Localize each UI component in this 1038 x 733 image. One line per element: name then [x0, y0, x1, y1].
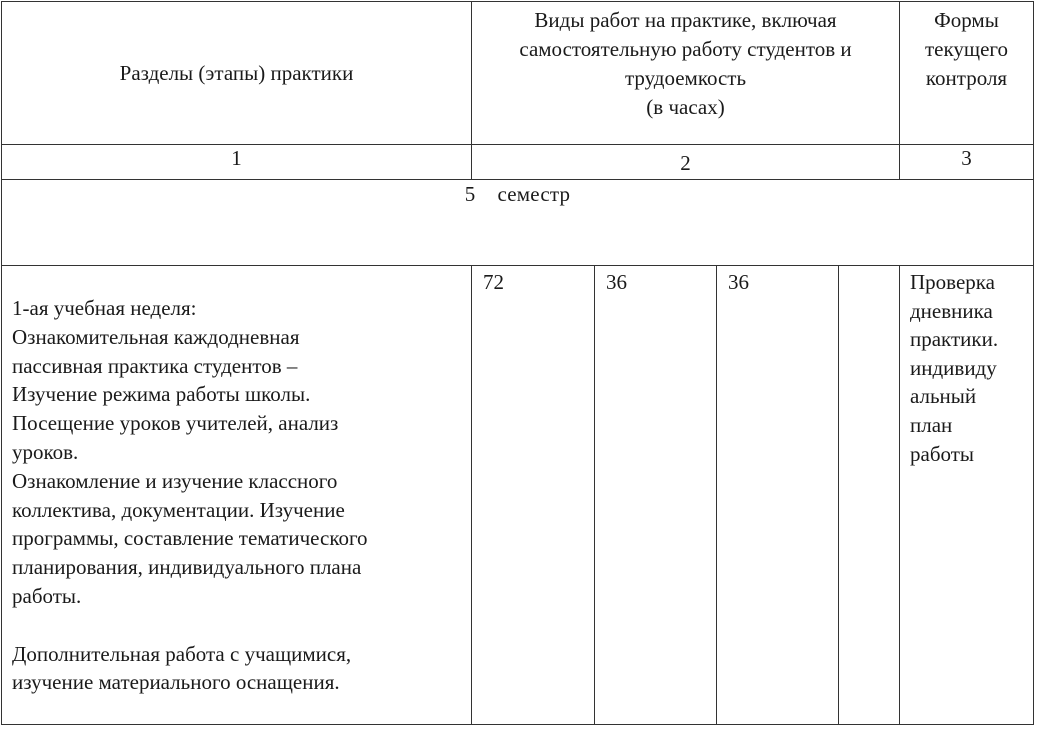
week-1-description	[2, 266, 472, 725]
column-number-2	[472, 145, 900, 180]
semester-label: семестр	[497, 182, 571, 206]
description-line: работы.	[12, 583, 82, 608]
hours-total: 72	[472, 266, 595, 725]
description-line: уроков.	[12, 439, 79, 464]
description-line: планирования, индивидуального плана	[12, 555, 362, 580]
header-sections	[2, 2, 472, 145]
description-line: коллектива, документации. Изучение	[12, 497, 345, 522]
control-line: работы	[910, 441, 975, 466]
description-line: Ознакомление и изучение классного	[12, 468, 338, 493]
column-number-1: 1	[2, 145, 472, 180]
description-line: программы, составление тематического	[12, 526, 368, 551]
header-sections-text: Разделы (этапы) практики	[119, 60, 354, 85]
semester-number: 5	[464, 182, 476, 206]
header-row	[2, 2, 1034, 145]
header-work-types	[472, 2, 900, 145]
week-1-row	[2, 266, 1034, 725]
hours-part-1: 36	[595, 266, 717, 725]
control-line: Проверка	[910, 270, 995, 294]
header-work-line: трудоемкость	[624, 66, 747, 90]
description-line: Дополнительная работа с учащимися,	[12, 641, 352, 666]
description-line: Посещение уроков учителей, анализ	[12, 411, 339, 436]
control-line: альный	[910, 384, 977, 409]
header-control-forms	[900, 2, 1034, 145]
semester-row	[2, 180, 1034, 266]
description-line: изучение материального оснащения.	[12, 670, 340, 695]
header-work-line: (в часах)	[646, 95, 725, 119]
control-line: индивиду	[910, 355, 997, 380]
column-number-row	[2, 145, 1034, 180]
control-line: план	[910, 412, 953, 437]
description-line: Изучение режима работы школы.	[12, 382, 311, 407]
week-1-control-form	[900, 266, 1034, 725]
control-line: дневника	[910, 298, 993, 323]
hours-part-2: 36	[717, 266, 839, 725]
header-control-line: Формы	[934, 8, 999, 32]
description-line: 1-ая учебная неделя:	[12, 296, 197, 320]
header-control-line: контроля	[925, 66, 1008, 90]
header-work-line: Виды работ на практике, включая	[534, 8, 837, 32]
description-line: Ознакомительная каждодневная	[12, 324, 300, 349]
semester-cell	[2, 180, 1034, 266]
practice-plan-table	[1, 1, 1034, 725]
description-line: пассивная практика студентов –	[12, 353, 298, 378]
column-number-3: 3	[900, 145, 1034, 180]
description-blank-line	[12, 611, 461, 640]
hours-part-3	[839, 266, 900, 725]
header-work-line: самостоятельную работу студентов и	[519, 37, 852, 61]
header-control-line: текущего	[925, 37, 1008, 61]
column-number-2-text: 2	[680, 151, 691, 175]
control-line: практики.	[910, 327, 999, 352]
